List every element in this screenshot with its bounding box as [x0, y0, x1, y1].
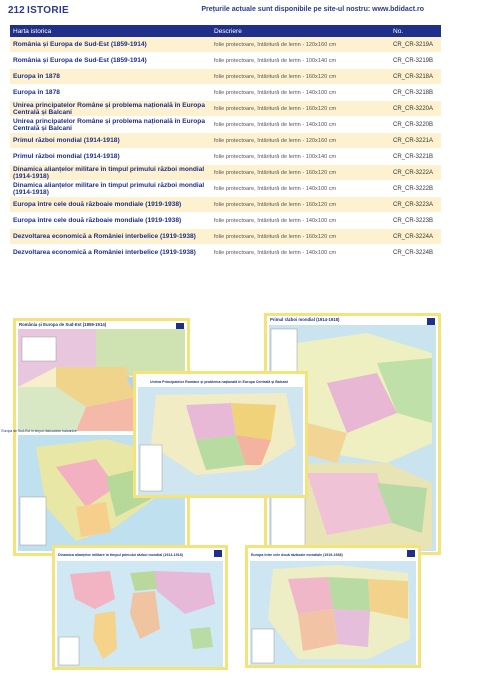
map-title: Primul război mondial (1914-1918) — [270, 317, 340, 322]
map-title-cell: Unirea principatelor Române și problema națională în Europa Centrală și Balcani — [10, 117, 211, 133]
description-cell: folie protectoare, întăritură de lemn - 160x120 cm — [211, 165, 390, 181]
table-row — [10, 149, 441, 165]
publisher-logo — [407, 550, 415, 557]
map-title-cell: Europa în 1878 — [10, 69, 211, 85]
map-thumbnail-union-principalities — [133, 371, 308, 498]
description-cell: folie protectoare, întăritură de lemn - 120x160 cm — [211, 133, 390, 149]
table-row — [10, 213, 441, 229]
product-code-cell: CR_CR-3223B — [390, 213, 441, 229]
product-code-cell: CR_CR-3222A — [390, 165, 441, 181]
map-illustration — [55, 559, 225, 669]
map-title-cell: Europa între cele două războaie mondiale (1919-1938) — [10, 197, 211, 213]
table-row — [10, 133, 441, 149]
table-row — [10, 85, 441, 101]
map-title-cell: Dinamica alianțelor militare în timpul primului război mondial (1914-1918) — [10, 181, 211, 197]
table-row — [10, 37, 441, 53]
product-code-cell: CR_CR-3221A — [390, 133, 441, 149]
map-title-cell: România și Europa de Sud-Est (1859-1914) — [10, 37, 211, 53]
map-title-cell: România și Europa de Sud-Est (1859-1914) — [10, 53, 211, 69]
description-cell: folie protectoare, întăritură de lemn - 120x160 cm — [211, 37, 390, 53]
map-title-cell: Dezvoltarea economică a României interbelice (1919-1938) — [10, 245, 211, 261]
description-cell: folie protectoare, întăritură de lemn - 100x140 cm — [211, 53, 390, 69]
product-code-cell: CR_CR-3220A — [390, 101, 441, 117]
map-illustration — [248, 559, 418, 667]
map-illustration — [136, 385, 305, 497]
table-row — [10, 69, 441, 85]
description-cell: folie protectoare, întăritură de lemn - 140x100 cm — [211, 181, 390, 197]
section-title: ISTORIE — [27, 5, 69, 16]
product-code-cell: CR_CR-3224A — [390, 229, 441, 245]
table-row — [10, 165, 441, 181]
page-header — [0, 0, 480, 20]
column-header-code: No. — [390, 25, 441, 37]
map-title-cell: Dezvoltarea economică a României interbelice (1919-1938) — [10, 229, 211, 245]
product-code-cell: CR_CR-3219A — [390, 37, 441, 53]
table-row — [10, 229, 441, 245]
map-title: Europa între cele două războaie mondiale (1919-1938) — [251, 553, 343, 557]
column-header-map: Harta istorica — [10, 25, 211, 37]
description-cell: folie protectoare, întăritură de lemn - 160x120 cm — [211, 229, 390, 245]
table-row — [10, 197, 441, 213]
product-table — [10, 25, 441, 261]
map-title-cell: Primul război mondial (1914-1918) — [10, 133, 211, 149]
product-code-cell: CR_CR-3218B — [390, 85, 441, 101]
map-title-cell: Europa în 1878 — [10, 85, 211, 101]
table-row — [10, 181, 441, 197]
description-cell: folie protectoare, întăritură de lemn - 140x100 cm — [211, 213, 390, 229]
map-thumbnail-interwar-europe — [245, 545, 421, 668]
map-title-cell: Primul război mondial (1914-1918) — [10, 149, 211, 165]
table-row — [10, 101, 441, 117]
map-title: Dinamica alianțelor militare în timpul primului război mondial (1914-1918) — [58, 553, 183, 557]
table-row — [10, 53, 441, 69]
description-cell: folie protectoare, întăritură de lemn - 160x120 cm — [211, 101, 390, 117]
description-cell: folie protectoare, întăritură de lemn - 140x100 cm — [211, 85, 390, 101]
map-title-cell: Europa între cele două războaie mondiale (1919-1938) — [10, 213, 211, 229]
table-row — [10, 117, 441, 133]
map-title: România și Europa de Sud-Est (1859-1914) — [19, 322, 107, 327]
description-cell: folie protectoare, întăritură de lemn - 140x100 cm — [211, 245, 390, 261]
product-code-cell: CR_CR-3224B — [390, 245, 441, 261]
map-thumbnail-military-alliances — [52, 545, 228, 670]
table-header-row — [10, 25, 441, 37]
map-title-cell: Unirea principatelor Române și problema națională în Europa Centrală și Balcani — [10, 101, 211, 117]
product-code-cell: CR_CR-3221B — [390, 149, 441, 165]
product-code-cell: CR_CR-3220B — [390, 117, 441, 133]
product-code-cell: CR_CR-3218A — [390, 69, 441, 85]
publisher-logo — [214, 550, 222, 557]
table-row — [10, 245, 441, 261]
map-inset-title: Europa de Sud-Est în timpul războaielor balcanice — [1, 429, 77, 433]
description-cell: folie protectoare, întăritură de lemn - 140x100 cm — [211, 117, 390, 133]
price-note: Prețurile actuale sunt disponibile pe site-ul nostru: www.bdidact.ro — [201, 6, 424, 13]
column-header-description: Descriere — [211, 25, 390, 37]
product-code-cell: CR_CR-3223A — [390, 197, 441, 213]
map-title-cell: Dinamica alianțelor militare în timpul primului război mondial (1914-1918) — [10, 165, 211, 181]
description-cell: folie protectoare, întăritură de lemn - 160x120 cm — [211, 69, 390, 85]
description-cell: folie protectoare, întăritură de lemn - 160x120 cm — [211, 197, 390, 213]
product-code-cell: CR_CR-3222B — [390, 181, 441, 197]
product-code-cell: CR_CR-3219B — [390, 53, 441, 69]
page-number: 212 — [8, 5, 25, 16]
map-title: Unirea Principatelor Române și problema națională în Europa Centrală și Balcani — [150, 380, 288, 384]
description-cell: folie protectoare, întăritură de lemn - 100x140 cm — [211, 149, 390, 165]
